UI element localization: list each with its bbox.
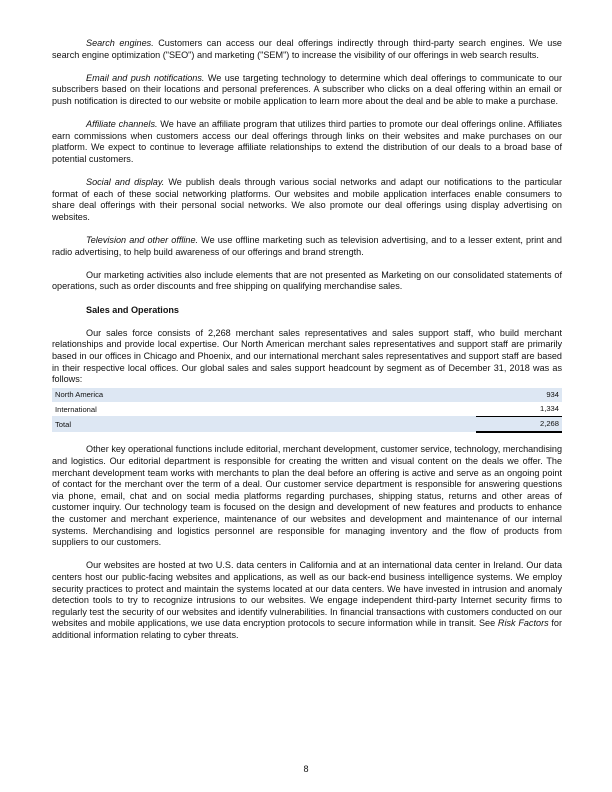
risk-factors-reference: Risk Factors bbox=[497, 618, 549, 629]
row-value: 1,334 bbox=[539, 404, 559, 414]
row-value: 2,268 bbox=[476, 416, 562, 432]
row-value: 934 bbox=[476, 388, 562, 402]
table-row bbox=[52, 388, 562, 402]
paragraph-text: We use targeting technology to determine which deal offerings to communicate to our subscribers based on their locations and personal preferences. A subscriber who clicks on a deal offering within an email or push notification is directed to our website or mobile application to learn more about the deal and be able to make a purchase. bbox=[52, 72, 562, 106]
paragraph-email-push bbox=[52, 73, 562, 108]
section-heading: Sales and Operations bbox=[86, 304, 179, 315]
paragraph-social bbox=[52, 177, 562, 223]
row-label: North America bbox=[52, 388, 476, 402]
paragraph-search-engines bbox=[52, 38, 562, 61]
paragraph-text: We have an affiliate program that utilizes third parties to promote our deal offerings online. Affiliates earn commissions when customers access our deal offerings through links on their websites and make purchases on our platform. We expect to continue to leverage affiliate relationships to extend the distribution of our deals to a broad base of potential customers. bbox=[52, 119, 562, 164]
row-label: Total bbox=[52, 416, 476, 432]
paragraph-title: Social and display. bbox=[86, 177, 165, 188]
paragraph-text: for additional information relating to cyber threats. bbox=[52, 618, 563, 640]
paragraph-affiliate bbox=[52, 119, 562, 165]
headcount-table bbox=[52, 388, 562, 433]
paragraph-websites bbox=[52, 560, 562, 641]
page-number: 8 bbox=[303, 764, 309, 774]
table-row bbox=[52, 402, 562, 417]
paragraph-title: Search engines. bbox=[86, 38, 154, 48]
document-page bbox=[52, 38, 562, 642]
paragraph-text: Customers can access our deal offerings indirectly through third-party search engines. We use search engine optimization ("SEO") and marketing ("SEM") to increase the visibility of our offerings in web search results. bbox=[52, 38, 562, 60]
paragraph-marketing-other: Our marketing activities also include elements that are not presented as Marketing on our consolidated statements of operations, such as order discounts and free shipping on qualifying merchandise sales. bbox=[52, 269, 562, 292]
paragraph-title: Affiliate channels. bbox=[86, 119, 158, 130]
paragraph-sales-intro: Our sales force consists of 2,268 merchant sales representatives and sales support staff, who build merchant relationships and provide local expertise. Our North American merchant sales representatives and support staff are primarily based in our offices in Chicago and Phoenix, and our international merchant sales representatives and support staff are based in their respective local offices. Our global sales and sales support headcount by segment as of December 31, 2018 was as follows: bbox=[52, 327, 562, 385]
paragraph-operations: Other key operational functions include editorial, merchant development, customer service, technology, merchandising and logistics. Our editorial department is responsible for creating the written and visual content on the deals we offer. The merchant development team works with merchants to plan the deal before an offering is active and serve as an ongoing point of contact for the merchant over the term of a deal. Our customer service department is responsible for answering questions via phone, email, chat and on social media platforms regarding purchases, shipping status, returns and other areas of customer inquiry. Our technology team is focused on the design and development of new features and products to enhance the customer and merchant experience, maintenance of our websites and development and maintenance of our internal systems. Merchandising and logistics personnel are responsible for managing inventory and the flow of products from suppliers to our customers. bbox=[52, 444, 562, 548]
paragraph-title: Email and push notifications. bbox=[86, 72, 205, 83]
paragraph-text: Our websites are hosted at two U.S. data centers in California and at an international data center in Ireland. Our data centers host our public-facing websites and applications, as well as our back-end business intelligence systems. We employ security practices to protect and maintain the systems located at our data centers. We have invested in intrusion and anomaly detection tools to try to recognize intrusions to our websites. We engage independent third-party Internet security firms to regularly test the security of our websites and identify vulnerabilities. In financial transactions with customers conducted on our websites and mobile applications, we use data encryption protocols to secure information while in transit. See bbox=[52, 560, 562, 629]
row-label: International bbox=[55, 404, 97, 414]
paragraph-television bbox=[52, 235, 562, 258]
paragraph-text: We use offline marketing such as television advertising, and to a lesser extent, print and radio advertising, to help build awareness of our offerings and brand strength. bbox=[52, 235, 562, 257]
paragraph-title: Television and other offline. bbox=[86, 235, 199, 246]
paragraph-text: We publish deals through various social networks and adapt our notifications to the particular format of each of these social networking platforms. Our websites and mobile application interfaces enable consumers to share deal offerings with their personal social networks. We also promote our deal offerings using display advertising on websites. bbox=[52, 177, 563, 222]
table-row-total bbox=[52, 416, 562, 432]
